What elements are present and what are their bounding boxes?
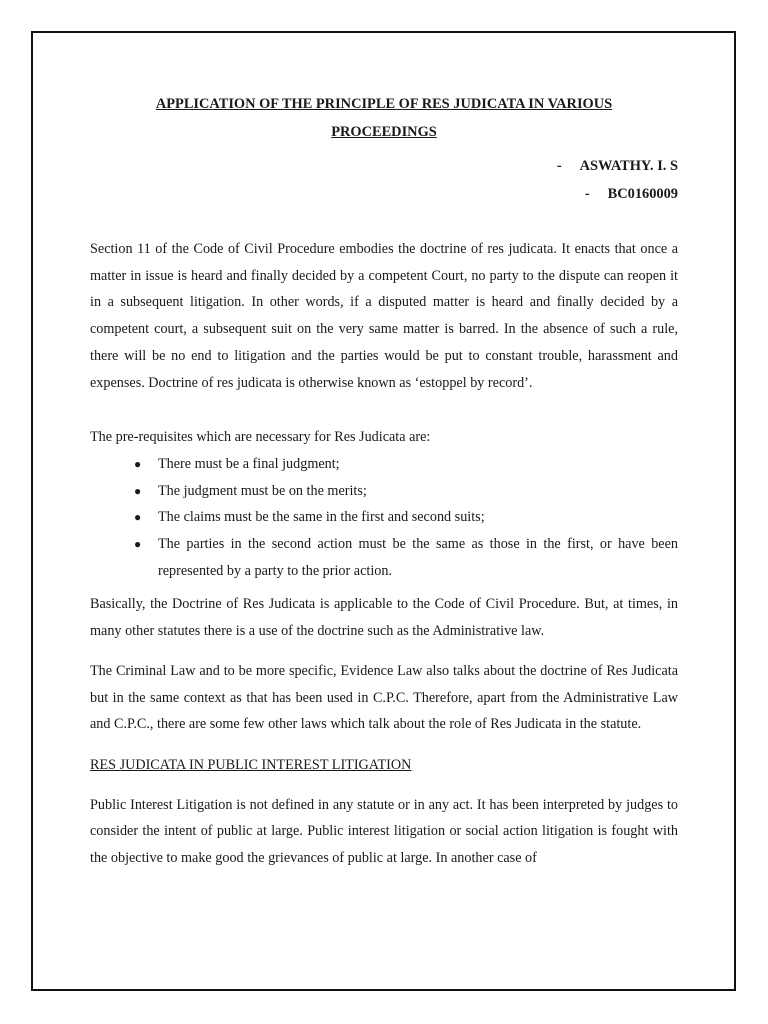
author-name-line: [90, 152, 678, 180]
paragraph-public-interest-litigation: Public Interest Litigation is not defined in any statute or in any act. It has been interpreted by judges to consider the intent of public at large. Public interest litigation or social action litigation is fought with the objective to make good the grievances of public at large. In another case of: [90, 796, 678, 867]
author-id-line: [90, 180, 678, 208]
bullet-icon: ●: [134, 510, 142, 525]
title-line-1: APPLICATION OF THE PRINCIPLE OF RES JUDICATA IN VARIOUS: [155, 96, 613, 112]
author-id: BC0160009: [607, 186, 678, 202]
list-item: [90, 451, 678, 478]
bullet-icon: ●: [134, 537, 142, 552]
bullet-icon: ●: [134, 483, 142, 498]
prerequisites-intro: The pre-requisites which are necessary for Res Judicata are:: [90, 429, 431, 446]
bullet-icon: ●: [134, 456, 142, 471]
prerequisites-list: [90, 451, 678, 585]
paragraph-basically: Basically, the Doctrine of Res Judicata is applicable to the Code of Civil Procedure. But, at times, in many other statutes there is a use of the doctrine such as the Administrative law.: [90, 596, 678, 640]
title-line-2: PROCEEDINGS: [331, 124, 437, 140]
document-title: [90, 90, 678, 146]
list-item-text: The claims must be the same in the first and second suits;: [158, 509, 485, 526]
paragraph-section-11: Section 11 of the Code of Civil Procedure embodies the doctrine of res judicata. It enacts that once a matter in issue is heard and finally decided by a competent Court, no party to the dispute can reopen it in a subsequent litigation. In other words, if a disputed matter is heard and finally decided by a competent court, a subsequent suit on the very same matter is barred. In the absence of such a rule, there will be no end to litigation and the parties would be put to constant trouble, harassment and expenses. Doctrine of res judicata is otherwise known as ‘estoppel by record’.: [90, 241, 678, 391]
document-content: [90, 90, 678, 872]
author-block: [90, 152, 678, 208]
list-item: [90, 531, 678, 584]
author-dash: -: [556, 158, 562, 174]
list-item-text: The judgment must be on the merits;: [158, 482, 367, 499]
list-item-text: There must be a final judgment;: [158, 455, 340, 472]
paragraph-criminal-law: The Criminal Law and to be more specific, Evidence Law also talks about the doctrine of Res Judicata but in the same context as that has been used in C.P.C. Therefore, apart from the Administrative Law and C.P.C., there are some few other laws which talk about the role of Res Judicata in the statute.: [90, 662, 678, 733]
section-heading-pil: RES JUDICATA IN PUBLIC INTEREST LITIGATION: [90, 756, 412, 773]
list-item: [90, 504, 678, 531]
author-name: ASWATHY. I. S: [579, 158, 678, 174]
list-item: [90, 478, 678, 505]
list-item-text: The parties in the second action must be the same as those in the first, or have been represented by a party to the prior action.: [158, 536, 678, 579]
author-id-dash: -: [584, 186, 590, 202]
